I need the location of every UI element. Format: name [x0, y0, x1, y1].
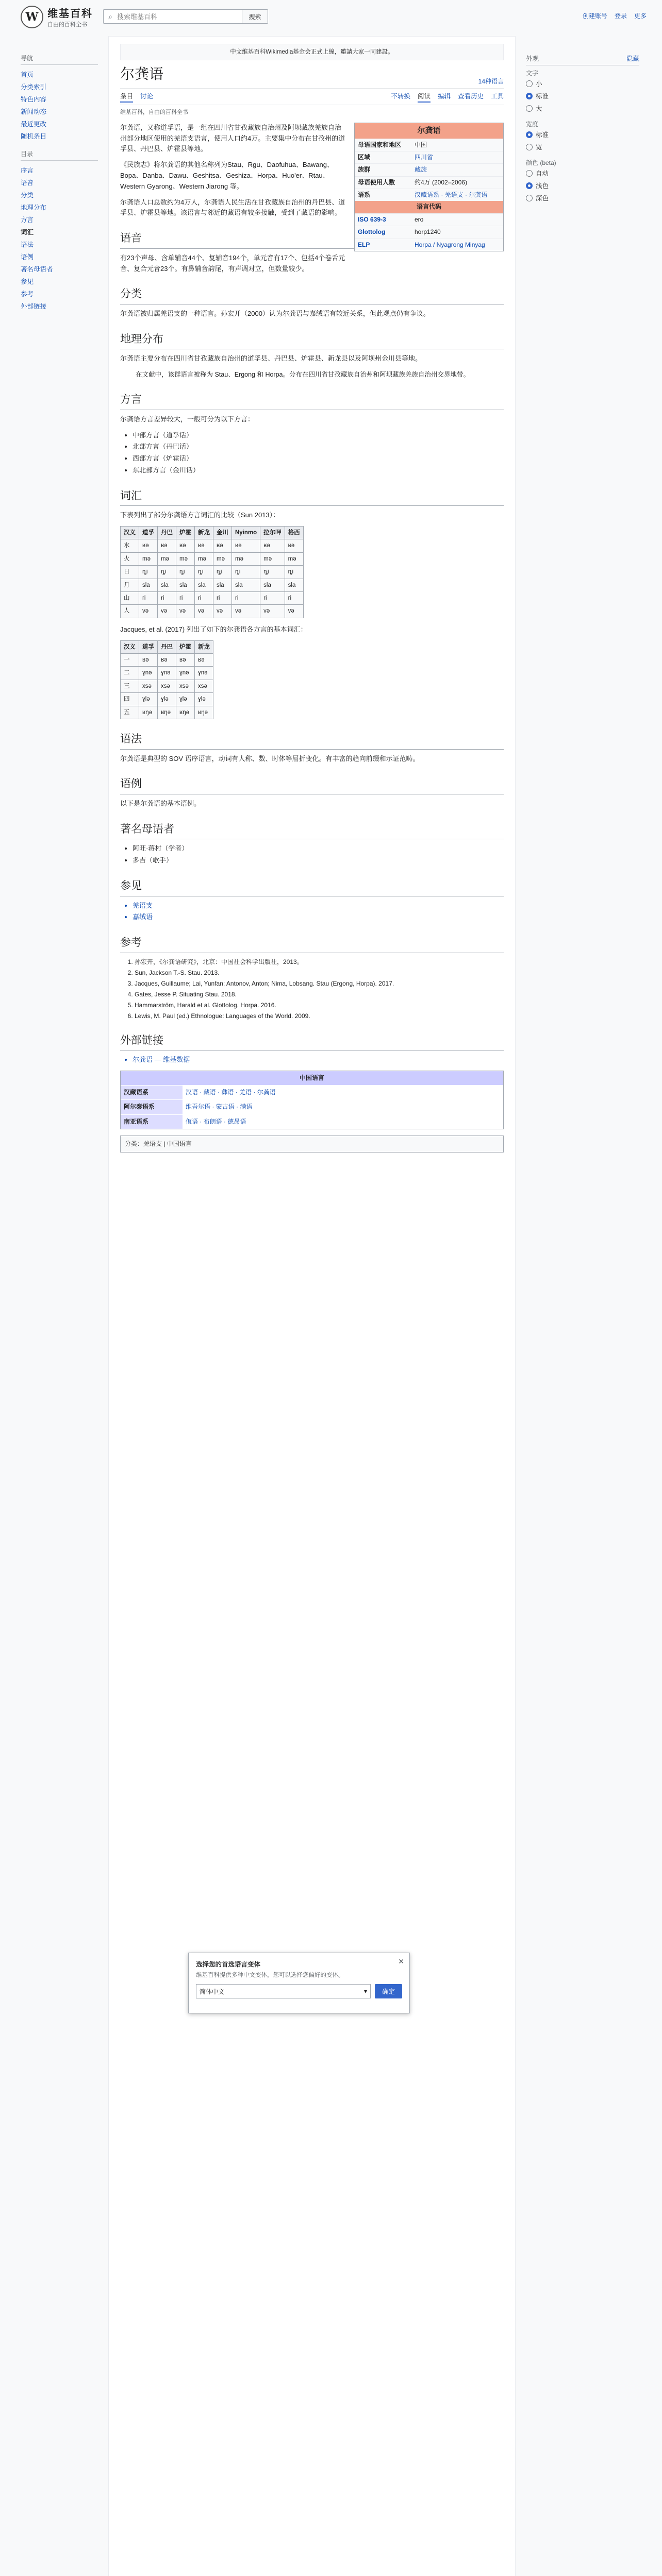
table-cell: 水	[121, 539, 139, 552]
infobox-row: 区域 四川省	[355, 151, 503, 163]
table-header: 新龙	[195, 640, 213, 653]
table-cell: 四	[121, 693, 139, 706]
infobox-row: 母语使用人数 约4万 (2002–2006)	[355, 176, 503, 189]
table-cell: ʁə	[176, 539, 195, 552]
color-option-label: 自动	[536, 170, 549, 177]
table-cell: 二	[121, 667, 139, 680]
table-cell: ʁə	[139, 654, 158, 667]
table-cell: və	[176, 605, 195, 618]
page-subtitle: 维基百科，自由的百科全书	[120, 109, 188, 116]
infobox-row: 语系 汉藏语系 · 羌语支 · 尔龚语	[355, 189, 503, 201]
page-tabs	[120, 91, 504, 105]
section-text: 以下是尔龚语的基本语例。	[120, 799, 201, 807]
toc-item[interactable]: 分类	[21, 192, 34, 199]
search-button[interactable]: 搜索	[242, 10, 268, 23]
table-cell: və	[285, 605, 303, 618]
table-cell: ɣnə	[195, 667, 213, 680]
login-link[interactable]: 登录	[614, 12, 627, 20]
reference-item: 4. Gates, Jesse P. Situating Stau. 2018.	[135, 990, 504, 999]
nav-item[interactable]: 特色内容	[21, 96, 47, 103]
table-cell: sla	[232, 579, 260, 591]
table-cell: mə	[139, 552, 158, 565]
section-text: 尔龚语是典型的 SOV 语序语言，动词有人称、数、时体等屈折变化。有丰富的趋向前缀和示证范畴。	[120, 754, 420, 762]
section-heading: 外部链接	[120, 1032, 504, 1051]
text-size-option-label: 大	[536, 105, 542, 112]
table-cell: ȵi	[285, 566, 303, 579]
table-cell: və	[213, 605, 232, 618]
infobox-codes-heading: 语言代码	[355, 201, 503, 213]
table-cell: ʁə	[260, 539, 285, 552]
table-cell: ȵi	[158, 566, 176, 579]
chevron-down-icon: ▾	[363, 1988, 367, 1995]
table-cell: 人	[121, 605, 139, 618]
section-heading: 方言	[120, 391, 504, 410]
toc-item[interactable]: 著名母语者	[21, 266, 53, 273]
nav-heading: 导航	[21, 54, 98, 65]
table-cell: ȵi	[213, 566, 232, 579]
table-header: 炉霍	[176, 527, 195, 539]
table-cell: xsə	[158, 680, 176, 692]
nav-item[interactable]: 随机条目	[21, 133, 47, 140]
table-cell: və	[139, 605, 158, 618]
tab-talk[interactable]: 讨论	[140, 93, 154, 100]
blockquote: 在文献中，该群语言被称为 Stau、Ergong 和 Horpa。分布在四川省甘孜藏族自治州和阿坝藏族羌族自治州交界地带。	[136, 371, 470, 379]
table-cell: ȵi	[232, 566, 260, 579]
radio-icon	[526, 144, 533, 150]
table-header: 新龙	[195, 527, 213, 539]
search-input[interactable]	[117, 13, 242, 21]
table-cell: 山	[121, 592, 139, 605]
toc-item[interactable]: 外部链接	[21, 303, 47, 310]
toc-item[interactable]: 方言	[21, 216, 34, 224]
table-cell: və	[260, 605, 285, 618]
site-name: 维基百科	[47, 7, 93, 20]
table-row	[121, 566, 304, 579]
table-header: 道孚	[139, 527, 158, 539]
table-row	[121, 680, 213, 692]
table-cell: ɣnə	[158, 667, 176, 680]
list-item: • 阿旺·蒋村（学者）	[133, 843, 504, 854]
table-row	[121, 654, 213, 667]
table-cell: ȵi	[139, 566, 158, 579]
nav-item[interactable]: 首页	[21, 71, 34, 78]
table-header: 炉霍	[176, 640, 195, 653]
table-cell: ʁŋə	[195, 706, 213, 719]
tab-article[interactable]: 条目	[120, 91, 133, 103]
table-cell: ʁŋə	[158, 706, 176, 719]
search-box	[103, 9, 268, 24]
table-cell: ȵi	[195, 566, 213, 579]
text-size-option[interactable]	[526, 102, 639, 114]
navbox-title: 中国语言	[121, 1071, 503, 1085]
radio-icon	[526, 105, 533, 112]
navbox: 中国语言 汉藏语系 汉语 · 藏语 · 彝语 · 羌语 · 尔龚语 阿尔泰语系 维吾尔语 · 蒙古语 · 满语 南亚语系 佤语 · 布朗语 · 德昂语	[120, 1071, 504, 1129]
list-item: • 东北部方言（金川话）	[133, 465, 504, 476]
see-also-link[interactable]: • 嘉绒语	[133, 912, 504, 923]
width-option[interactable]	[526, 128, 639, 141]
vocab-table	[120, 526, 304, 618]
header	[0, 0, 662, 36]
width-option-label: 宽	[536, 144, 542, 151]
category-bar[interactable]: 分类：羌语支 | 中国语言	[120, 1136, 504, 1153]
page-title: 尔龚语	[120, 66, 164, 83]
section-text: 尔龚语主要分布在四川省甘孜藏族自治州的道孚县、丹巴县、炉霍县、新龙县以及阿坝州金川县等地。	[120, 354, 422, 363]
color-option[interactable]	[526, 167, 639, 179]
text-size-option-label: 小	[536, 80, 542, 88]
table-cell: 日	[121, 566, 139, 579]
table-cell: ʁə	[285, 539, 303, 552]
table-cell: ʁŋə	[139, 706, 158, 719]
width-option[interactable]	[526, 141, 639, 153]
list-item: • 中部方言（道孚话）	[133, 430, 504, 441]
infobox-row: Glottolog horp1240	[355, 226, 503, 238]
table-header: 拉尔呷	[260, 527, 285, 539]
width-heading: 宽度	[526, 121, 539, 128]
table-header: 格西	[285, 527, 303, 539]
section-heading: 词汇	[120, 487, 504, 506]
section-heading: 语音	[120, 230, 504, 249]
table-cell: ʁə	[158, 654, 176, 667]
table-cell: sla	[260, 579, 285, 591]
table-cell: ʁə	[139, 539, 158, 552]
table-cell: mə	[285, 552, 303, 565]
text-size-option-label: 标准	[536, 93, 549, 100]
globe-icon: W	[21, 6, 43, 28]
text-size-option[interactable]	[526, 77, 639, 90]
infobox-row: ISO 639-3 ero	[355, 213, 503, 226]
table-cell: mə	[260, 552, 285, 565]
table-cell: sla	[158, 579, 176, 591]
section-heading: 语例	[120, 775, 504, 794]
table-cell: ri	[213, 592, 232, 605]
tab-history[interactable]: 查看历史	[457, 93, 484, 100]
user-tools	[583, 11, 647, 20]
toc-heading: 目录	[21, 149, 98, 161]
see-also-link[interactable]: • 羌语支	[133, 901, 504, 911]
table-cell: ȵi	[260, 566, 285, 579]
table-cell: ʁə	[158, 539, 176, 552]
dialog-title: 选择您的首选语言变体	[196, 1961, 261, 1968]
radio-icon	[526, 182, 533, 189]
site-notice: 中文维基百科Wikimedia基金会正式上線，邀請大家一同建設。	[120, 44, 504, 60]
table-header: Nyinmo	[232, 527, 260, 539]
table-cell: və	[158, 605, 176, 618]
intro-paragraph: 尔龚语，又称道孚语，是一组在四川省甘孜藏族自治州及阿坝藏族羌族自治州部分地区使用的羌语支语言，使用人口约4万。主要集中分布在甘孜州的道孚县、丹巴县、炉霍县等地。	[120, 123, 345, 153]
table-header: 汉义	[121, 640, 139, 653]
table-row	[121, 552, 304, 565]
table-cell: 五	[121, 706, 139, 719]
table-row	[121, 579, 304, 591]
radio-icon	[526, 80, 533, 87]
hide-button[interactable]: 隐藏	[626, 55, 639, 62]
color-option[interactable]	[526, 192, 639, 204]
table-cell: ʁə	[213, 539, 232, 552]
width-option-label: 标准	[536, 131, 549, 139]
variant-dialog	[188, 1953, 410, 2013]
tab-read[interactable]: 阅读	[418, 91, 431, 103]
radio-icon	[526, 131, 533, 138]
site-tagline: 自由的百科全书	[47, 21, 87, 28]
table-row	[121, 605, 304, 618]
toc-item[interactable]: 参考	[21, 291, 34, 298]
text-heading: 文字	[526, 70, 539, 77]
table-cell: mə	[232, 552, 260, 565]
left-sidebar	[21, 46, 98, 312]
table-row	[121, 667, 213, 680]
nav-item[interactable]: 分类索引	[21, 83, 47, 91]
toc-item[interactable]: 语音	[21, 179, 34, 187]
table-cell: və	[232, 605, 260, 618]
table-cell: mə	[213, 552, 232, 565]
table-cell: ri	[176, 592, 195, 605]
reference-item: 3. Jacques, Guillaume; Lai, Yunfan; Antonov, Anton; Nima, Lobsang. Stau (Ergong, Horpa). 2017.	[135, 979, 504, 988]
infobox	[354, 123, 504, 251]
table-cell: ʁə	[176, 654, 195, 667]
table-header: 丹巴	[158, 527, 176, 539]
confirm-button[interactable]: 确定	[375, 1984, 402, 1998]
reference-item: 5. Hammarström, Harald et al. Glottolog. Horpa. 2016.	[135, 1001, 504, 1010]
table-cell: ri	[158, 592, 176, 605]
table-cell: ri	[260, 592, 285, 605]
table-header: 金川	[213, 527, 232, 539]
text-size-option[interactable]	[526, 90, 639, 102]
color-option-label: 浅色	[536, 182, 549, 190]
table-cell: və	[195, 605, 213, 618]
table-cell: ʁə	[195, 539, 213, 552]
list-item: • 北部方言（丹巴话）	[133, 442, 504, 452]
table-cell: ri	[232, 592, 260, 605]
table-row	[121, 693, 213, 706]
reference-item: 6. Lewis, M. Paul (ed.) Ethnologue: Languages of the World. 2009.	[135, 1011, 504, 1021]
table-row	[121, 592, 304, 605]
section-heading: 参考	[120, 934, 504, 953]
section-heading: 参见	[120, 877, 504, 896]
table-cell: ri	[285, 592, 303, 605]
table-header: 丹巴	[158, 640, 176, 653]
appearance-heading: 外观	[526, 55, 539, 62]
infobox-title: 尔龚语	[355, 123, 503, 139]
toc-item[interactable]: 参见	[21, 278, 34, 285]
section-heading: 分类	[120, 285, 504, 304]
table-cell: sla	[176, 579, 195, 591]
tab-tools[interactable]: 工具	[490, 93, 504, 100]
more-menu[interactable]: 更多	[634, 12, 647, 20]
section-text: 尔龚语方言差异较大，一般可分为以下方言：	[120, 415, 255, 423]
table-cell: sla	[195, 579, 213, 591]
table-cell: sla	[213, 579, 232, 591]
infobox-row: 族群 藏族	[355, 163, 503, 176]
table-cell: ɣlə	[139, 693, 158, 706]
variant-select[interactable]: 简体中文 ▾	[196, 1984, 371, 1998]
table-cell: ʁə	[195, 654, 213, 667]
section-text: 尔龚语被归属羌语支的一种语言。孙宏开（2000）认为尔龚语与嘉绒语有较近关系，但此观点仍有争议。	[120, 309, 430, 317]
section-text: 下表列出了部分尔龚语方言词汇的比较（Sun 2013）：	[120, 511, 280, 519]
radio-icon	[526, 170, 533, 177]
table-row	[121, 706, 213, 719]
table-cell: 火	[121, 552, 139, 565]
color-heading: 颜色 (beta)	[526, 159, 556, 166]
list-item: • 西部方言（炉霍话）	[133, 453, 504, 464]
table-cell: xsə	[176, 680, 195, 692]
search-icon: ⌕	[108, 12, 112, 21]
dialog-description: 维基百科提供多种中文变体，您可以选择您偏好的变体。	[196, 1972, 344, 1978]
create-account-link[interactable]: 创建账号	[582, 12, 607, 20]
external-link[interactable]: • 尔龚语 — 维基数据	[133, 1055, 504, 1065]
table-cell: sla	[285, 579, 303, 591]
toc-item[interactable]: 地理分布	[21, 204, 47, 211]
table-cell: xsə	[195, 680, 213, 692]
intro-paragraph: 《民族志》将尔龚语的其他名称列为Stau、Rgu、Daofuhua、Bawang、Bopa、Danba、Dawu、Geshitsa、Geshiza、Horpa、Huo'er、Rtau、Western Gyarong、Western Jiarong 等。	[120, 161, 334, 190]
table-cell: mə	[195, 552, 213, 565]
table-header: 道孚	[139, 640, 158, 653]
table-header: 汉义	[121, 527, 139, 539]
table-cell: ȵi	[176, 566, 195, 579]
language-button[interactable]: 14种语言	[478, 78, 504, 85]
section-text: 有23个声母、含单辅音44个、复辅音194个，单元音有17个、包括4个卷舌元音、复合元音23个。有鼻辅音韵尾，有声调对立，但数量较少。	[120, 253, 345, 273]
table-cell: xsə	[139, 680, 158, 692]
section-heading: 语法	[120, 731, 504, 750]
section-heading: 地理分布	[120, 331, 504, 350]
section-text: Jacques, et al. (2017) 列出了如下的尔龚语各方言的基本词汇：	[120, 625, 307, 633]
infobox-row: ELP Horpa / Nyagrong Minyag	[355, 239, 503, 251]
table-cell: 月	[121, 579, 139, 591]
reference-item: 1. 孙宏开，《尔龚语研究》，北京：中国社会科学出版社，2013。	[135, 957, 504, 967]
intro-paragraph: 尔龚语人口总数约为4万人，尔龚语人民生活在甘孜藏族自治州的丹巴县、道孚县、炉霍县等地。该语言与邻近的藏语有较多接触，受到了藏语的影响。	[120, 198, 345, 217]
table-cell: 一	[121, 654, 139, 667]
tab-variant[interactable]: 不转换	[391, 93, 410, 100]
table-row	[121, 539, 304, 552]
dialect-list	[133, 430, 504, 476]
reference-list	[135, 957, 504, 1021]
tab-edit[interactable]: 编辑	[437, 93, 451, 100]
toc-item-active[interactable]: 词汇	[21, 229, 34, 236]
appearance-panel	[526, 46, 639, 204]
table-cell: ri	[139, 592, 158, 605]
section-heading: 著名母语者	[120, 821, 504, 840]
nav-item[interactable]: 新闻动态	[21, 108, 47, 115]
color-option[interactable]	[526, 179, 639, 192]
toc-item[interactable]: 语法	[21, 241, 34, 248]
radio-icon	[526, 93, 533, 99]
table-cell: mə	[176, 552, 195, 565]
table-cell: ɣnə	[139, 667, 158, 680]
list-item: • 多吉（歌手）	[133, 855, 504, 866]
radio-icon	[526, 195, 533, 201]
infobox-row: 母语国家和地区 中国	[355, 139, 503, 151]
table-cell: ɣlə	[158, 693, 176, 706]
table-cell: ʁŋə	[176, 706, 195, 719]
close-icon[interactable]: ✕	[398, 1957, 404, 1965]
table-cell: ri	[195, 592, 213, 605]
toc-item[interactable]: 序言	[21, 167, 34, 174]
toc-item[interactable]: 语例	[21, 253, 34, 261]
site-logo[interactable]	[21, 5, 93, 28]
article-content	[108, 36, 516, 2576]
table-cell: ɣlə	[176, 693, 195, 706]
table-cell: ɣnə	[176, 667, 195, 680]
table-cell: 三	[121, 680, 139, 692]
color-option-label: 深色	[536, 195, 549, 202]
table-cell: ɣlə	[195, 693, 213, 706]
table-cell: ʁə	[232, 539, 260, 552]
reference-item: 2. Sun, Jackson T.-S. Stau. 2013.	[135, 968, 504, 977]
table-cell: mə	[158, 552, 176, 565]
vocab-table-2	[120, 640, 213, 719]
table-cell: sla	[139, 579, 158, 591]
nav-item[interactable]: 最近更改	[21, 121, 47, 128]
